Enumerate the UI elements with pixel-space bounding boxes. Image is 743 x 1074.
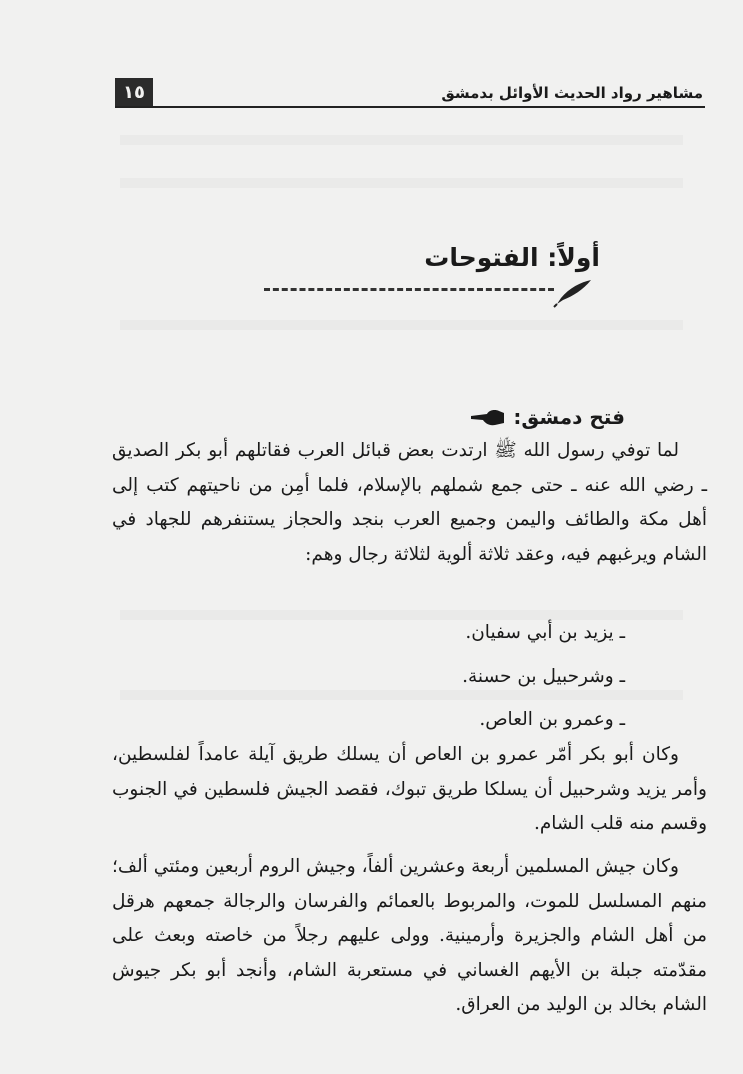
subsection-heading-row [471, 405, 625, 429]
show-through [120, 135, 683, 145]
commanders-list [462, 616, 625, 747]
list-item: ـ وعمرو بن العاص. [479, 709, 625, 730]
route-paragraph-block [112, 738, 707, 842]
armies-paragraph-block [112, 850, 707, 1023]
paragraph: لما توفي رسول الله ﷺ ارتدت بعض قبائل العرب فقاتلهم أبو بكر الصديق ـ رضي الله عنه ـ حتى جمع شملهم بالإسلام، فلما أمِن من ناحيتهم كتب إلى أهل مكة والطائف واليمن وجميع العرب بنجد والحجاز يستنفرهم للجهاد في الشام ويرغبهم فيه، وعقد ثلاثة ألوية لثلاثة رجال وهم: [112, 440, 707, 565]
list-item: ـ يزيد بن أبي سفيان. [465, 622, 625, 643]
pointing-hand-icon [471, 407, 505, 427]
running-title: مشاهير رواد الحديث الأوائل بدمشق [441, 84, 703, 102]
show-through [120, 178, 683, 188]
list-item: ـ وشرحبيل بن حسنة. [462, 665, 625, 687]
section-heading: أولاً: الفتوحات [424, 243, 600, 272]
paragraph: وكان جيش المسلمين أربعة وعشرين ألفاً، وجيش الروم أربعين ومئتي ألف؛ منهم المسلسل للموت، والمربوط بالعمائم والفرسان والرجالة جمعهم هرقل من أهل الشام والجزيرة وأرمينية. وولى عليهم رجلاً من خاصته وبعث على مقدّمته جبلة بن الأيهم الغساني في مستعربة الشام، وأنجد أبو بكر جيوش الشام بخالد بن الوليد من العراق. [112, 856, 707, 1015]
page-number: ١٥ [115, 78, 153, 106]
quill-pen-icon [553, 278, 593, 308]
running-header [115, 72, 705, 108]
heading-dashed-rule [264, 288, 554, 291]
show-through [120, 320, 683, 330]
paragraph: وكان أبو بكر أمّر عمرو بن العاص أن يسلك طريق آيلة عامداً لفلسطين، وأمر يزيد وشرحبيل أن يسلكا طريق تبوك، فقصد الجيش فلسطين في الجنوب وقسم منه قلب الشام. [112, 744, 707, 834]
intro-paragraph-block [112, 434, 707, 572]
subsection-heading: فتح دمشق: [513, 405, 625, 429]
